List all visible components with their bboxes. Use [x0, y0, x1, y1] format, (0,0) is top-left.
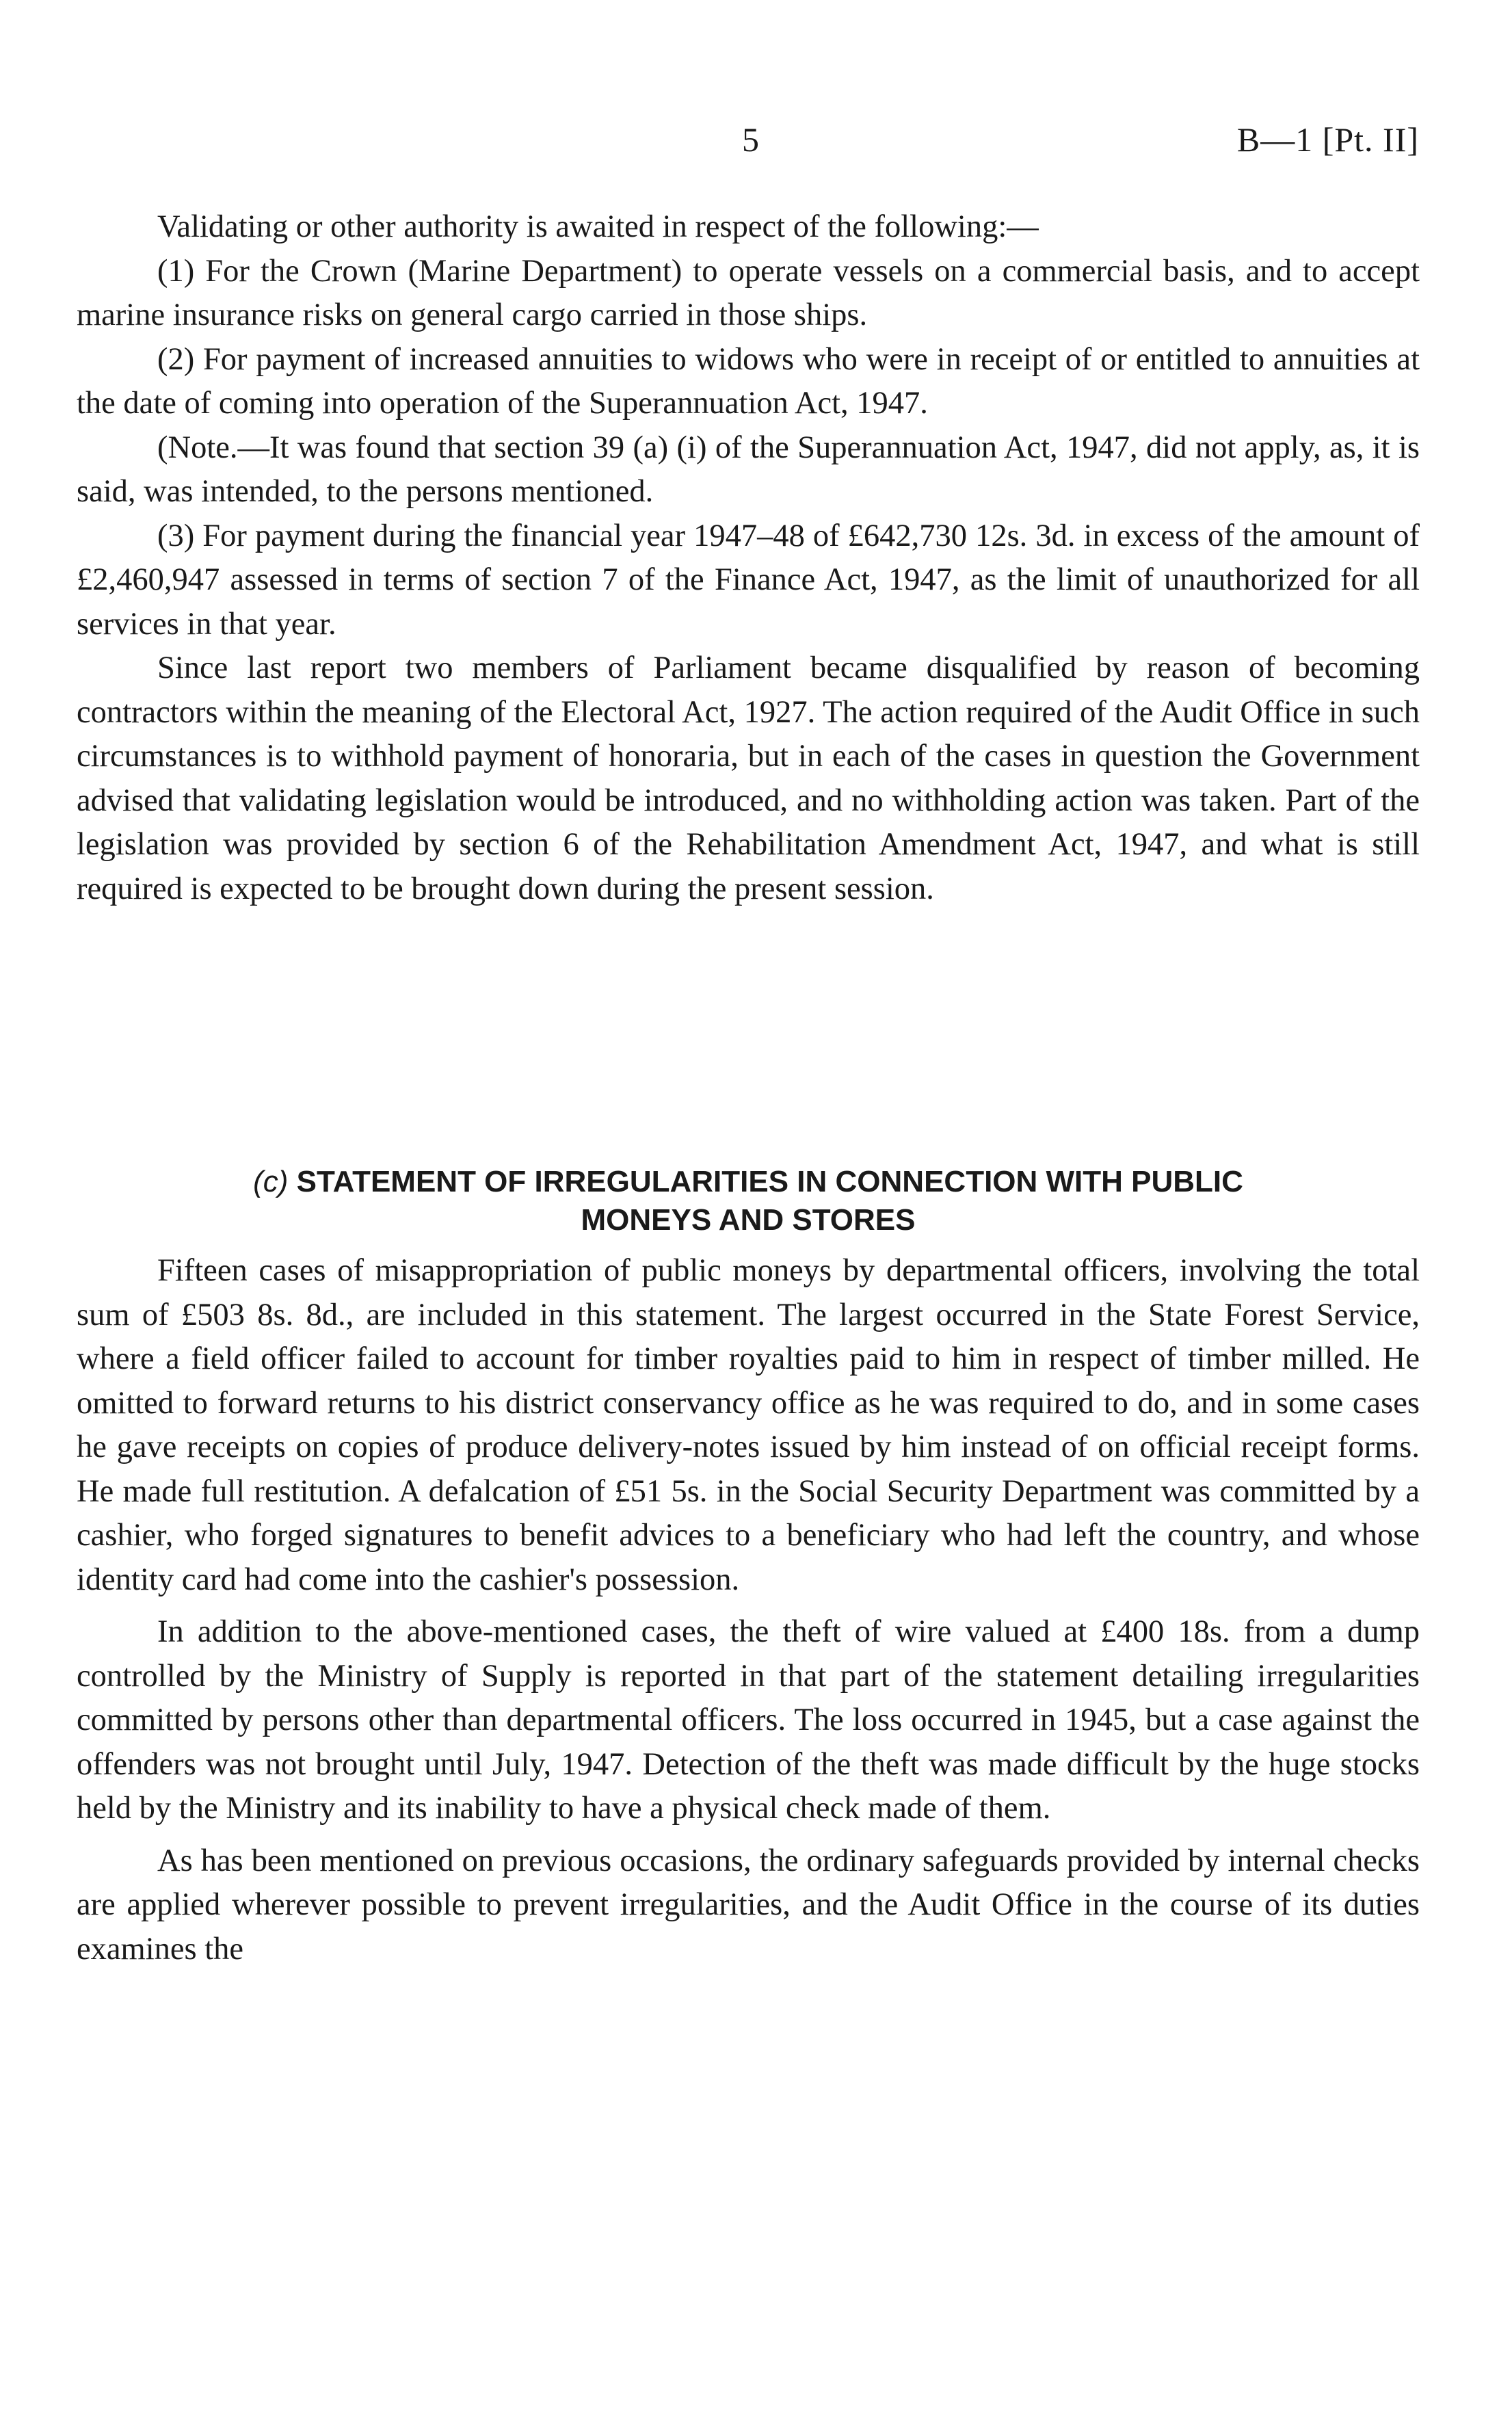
intro-section — [77, 205, 1420, 911]
section-heading — [77, 1163, 1420, 1239]
paragraph-item-2: (2) For payment of increased annuities to widows who were in receipt of or entitled to annuities at the date of coming into operation of the Superannuation Act, 1947. — [77, 341, 1420, 421]
paragraph-note: (Note.—It was found that section 39 (a) (i) of the Superannuation Act, 1947, did not apply, as, it is said, was intended, to the persons mentioned. — [77, 430, 1420, 509]
paragraph-misappropriation: Fifteen cases of misappropriation of public moneys by departmental officers, involving the total sum of £503 8s. 8d., are included in this statement. The largest occurred in the State Forest Service, where a field officer failed to account for timber royalties paid to him in respect of timber milled. He omitted to forward returns to his district conservancy office as he was required to do, and in some cases he gave receipts on copies of produce delivery-notes issued by him instead of on official receipt forms. He made full restitution. A defalcation of £51 5s. in the Social Security Department was committed by a cashier, who forged signatures to benefit advices to a beneficiary who had left the country, and whose identity card had come into the cashier's possession. — [77, 1253, 1420, 1597]
paragraph-item-3: (3) For payment during the financial year 1947–48 of £642,730 12s. 3d. in excess of the amount of £2,460,947 assessed in terms of section 7 of the Finance Act, 1947, as the limit of unauthorized for all services in that year. — [77, 518, 1420, 642]
section-label: (c) — [253, 1165, 289, 1198]
paragraph-authority-awaited: Validating or other authority is awaited in respect of the following:— — [157, 209, 1039, 244]
part-reference: B—1 [Pt. II] — [1236, 120, 1419, 159]
section-title-line2: MONEYS AND STORES — [581, 1203, 916, 1237]
section-title-line1: STATEMENT OF IRREGULARITIES IN CONNECTION WITH PUBLIC — [296, 1165, 1243, 1198]
page-header — [0, 120, 1512, 168]
paragraph-safeguards: As has been mentioned on previous occasions, the ordinary safeguards provided by internal checks are applied wherever possible to prevent irregularities, and the Audit Office in the course of its duties examines the — [77, 1843, 1420, 1967]
paragraph-wire-theft: In addition to the above-mentioned cases, the theft of wire valued at £400 18s. from a dump controlled by the Ministry of Supply is reported in that part of the statement detailing irregularities committed by persons other than departmental officers. The loss occurred in 1945, but a case against the offenders was not brought until July, 1947. Detection of the theft was made difficult by the huge stocks held by the Ministry and its inability to have a physical check made of them. — [77, 1614, 1420, 1826]
section-c — [77, 1163, 1420, 1980]
page-number: 5 — [742, 120, 759, 159]
paragraph-parliament-members: Since last report two members of Parliament became disqualified by reason of becoming contractors within the meaning of the Electoral Act, 1927. The action required of the Audit Office in such circumstances is to withhold payment of honoraria, but in each of the cases in question the Government advised that validating legislation would be introduced, and no withholding action was taken. Part of the legislation was provided by section 6 of the Rehabilitation Amendment Act, 1947, and what is still required is expected to be brought down during the present session. — [77, 651, 1420, 906]
paragraph-item-1: (1) For the Crown (Marine Department) to operate vessels on a commercial basis, and to accept marine insurance risks on general cargo carried in those ships. — [77, 253, 1420, 332]
